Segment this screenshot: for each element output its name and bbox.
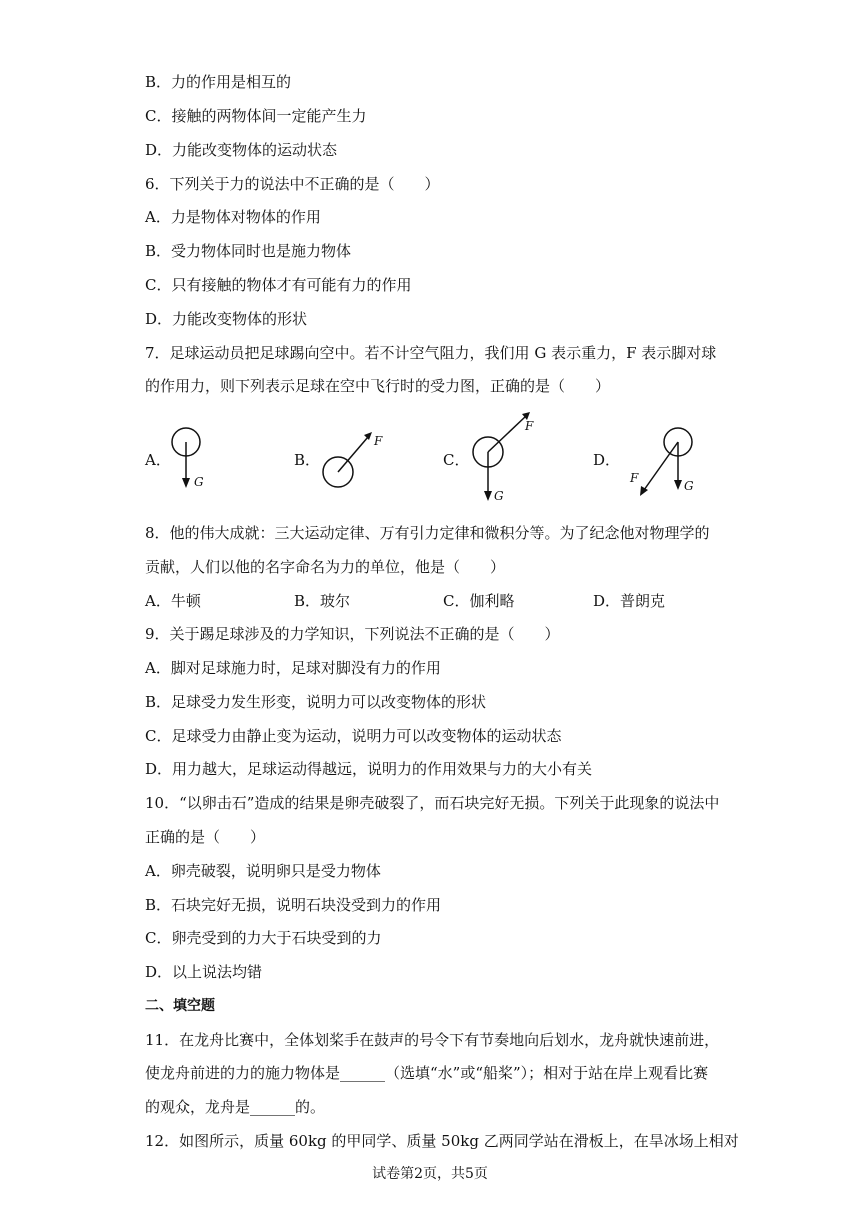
q8-option-c: C．伽利略	[443, 592, 515, 610]
q9-option-c: C．足球受力由静止变为运动，说明力可以改变物体的运动状态	[145, 727, 562, 745]
page-footer: 试卷第2页，共5页	[372, 1166, 488, 1182]
q12-line1: 12．如图所示，质量 60kg 的甲同学、质量 50kg 乙两同学站在滑板上，在旱冰场上相对	[145, 1132, 739, 1150]
q8-option-b: B．玻尔	[294, 592, 351, 610]
q7-d-g-label: G	[684, 479, 694, 493]
q11-line1: 11．在龙舟比赛中，全体划桨手在鼓声的号令下有节奏地向后划水，龙舟就快速前进，	[145, 1031, 720, 1049]
q7-option-b-label: B．	[294, 451, 321, 469]
q6-option-d: D．力能改变物体的形状	[145, 310, 308, 328]
q10-option-d: D．以上说法均错	[145, 963, 263, 981]
q8-stem-line2: 贡献，人们以他的名字命名为力的单位，他是（ ）	[145, 558, 506, 576]
q6-option-b: B．受力物体同时也是施力物体	[145, 242, 352, 260]
q8-option-d: D．普朗克	[593, 592, 666, 610]
section-title-fill-in: 二、填空题	[145, 998, 215, 1014]
q9-option-b: B．足球受力发生形变，说明力可以改变物体的形状	[145, 693, 487, 711]
q7-option-c-label: C．	[443, 451, 470, 469]
q10-stem-line2: 正确的是（ ）	[145, 828, 266, 846]
q8-stem-line1: 8．他的伟大成就：三大运动定律、万有引力定律和微积分等。为了纪念他对物理学的	[145, 524, 710, 542]
q7-diagram-a	[164, 420, 224, 495]
q7-diagram-b	[312, 425, 392, 497]
q11-line3: 的观众，龙舟是______的。	[145, 1098, 326, 1116]
q7-stem-line1: 7．足球运动员把足球踢向空中。若不计空气阻力，我们用 G 表示重力，F 表示脚对球	[145, 344, 717, 362]
q10-stem-line1: 10．“以卵击石”造成的结果是卵壳破裂了，而石块完好无损。下列关于此现象的说法中	[145, 794, 720, 812]
q7-a-g-label: G	[194, 475, 204, 489]
q7-c-f-label: F	[525, 419, 534, 433]
q7-diagram-c	[462, 410, 552, 510]
q10-option-c: C．卵壳受到的力大于石块受到的力	[145, 929, 382, 947]
q6-option-c: C．只有接触的物体才有可能有力的作用	[145, 276, 412, 294]
q9-option-d: D．用力越大，足球运动得越远，说明力的作用效果与力的大小有关	[145, 760, 593, 778]
q7-diagram-d	[622, 420, 702, 500]
q7-option-a-label: A．	[145, 451, 171, 469]
q6-stem: 6．下列关于力的说法中不正确的是（ ）	[145, 175, 440, 193]
q11-line2: 使龙舟前进的力的施力物体是______（选填“水”或“船桨”）；相对于站在岸上观看比赛	[145, 1064, 709, 1082]
q7-option-d-label: D．	[593, 451, 621, 469]
q7-stem-line2: 的作用力，则下列表示足球在空中飞行时的受力图，正确的是（ ）	[145, 377, 611, 395]
q10-option-b: B．石块完好无损，说明石块没受到力的作用	[145, 896, 442, 914]
q5-option-d: D．力能改变物体的运动状态	[145, 141, 338, 159]
q5-option-c: C．接触的两物体间一定能产生力	[145, 107, 367, 125]
q7-d-f-label: F	[630, 471, 639, 485]
q10-option-a: A．卵壳破裂，说明卵只是受力物体	[145, 862, 381, 880]
q9-stem: 9．关于踢足球涉及的力学知识，下列说法不正确的是（ ）	[145, 625, 560, 643]
q5-option-b: B．力的作用是相互的	[145, 73, 292, 91]
q7-b-f-label: F	[374, 434, 383, 448]
q6-option-a: A．力是物体对物体的作用	[145, 208, 321, 226]
q7-c-g-label: G	[494, 489, 504, 503]
q8-option-a: A．牛顿	[145, 592, 201, 610]
q9-option-a: A．脚对足球施力时，足球对脚没有力的作用	[145, 659, 441, 677]
